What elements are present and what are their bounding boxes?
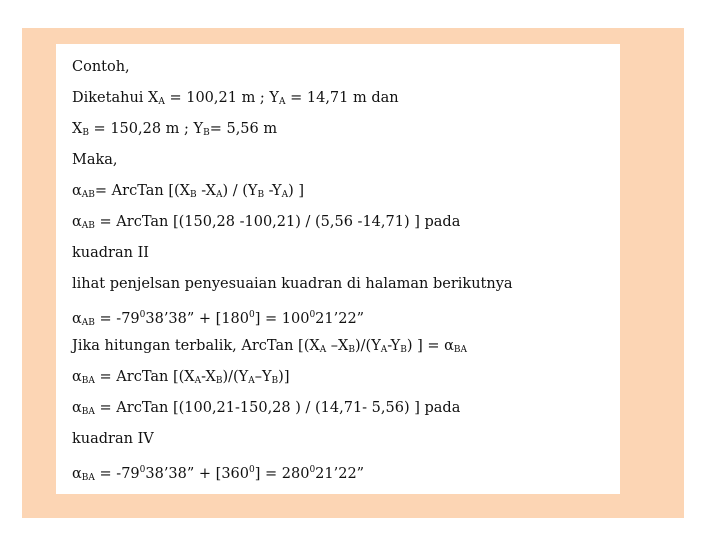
line-quadrant-iv: kuadran IV (72, 431, 154, 447)
line-formula-ba: $\alpha_{BA}$ = ArcTan $[(X_A-X_B)/(Y_A-Y_B)]$ (72, 369, 290, 386)
line-result-ab: $\alpha_{AB}$ = $-79^038’38$” + $[180^0]$ = $100^021’22$” (72, 310, 365, 328)
line-maka: Maka, (72, 152, 118, 168)
text-lines (72, 52, 612, 486)
line-formula-ab: $\alpha_{AB}=$ ArcTan [($X_B$ $-X_A) / (Y_B$ $-Y_A$) ] (72, 183, 304, 200)
line-given-a: Diketahui $X_A = 100,21$ m ; $Y_A = 14,71$ m dan (72, 90, 399, 107)
line-contoh: Contoh, (72, 59, 130, 75)
content-card (56, 44, 620, 494)
line-given-b: $X_B = 150,28$ m ; $Y_B= 5,56$ m (72, 121, 278, 138)
line-result-ba: $\alpha_{BA}$ = $-79^038’38$” + $[360^0]$ = $280^021’22$” (72, 465, 365, 483)
line-quadrant-ii: kuadran II (72, 245, 150, 261)
line-substitution-ab: $\alpha_{AB}$ = ArcTan [(150,28 -100,21) / (5,56 -14,71) ] pada (72, 214, 461, 231)
line-reverse-intro: Jika hitungan terbalik, ArcTan [($X_A$ $-X_B)/(Y_A-Y_B)$ ] = $\alpha_{BA}$ (72, 338, 468, 355)
line-substitution-ba: $\alpha_{BA}$ = ArcTan [(100,21-150,28 ) / (14,71- 5,56) ] pada (72, 400, 461, 417)
line-note: lihat penjelsan penyesuaian kuadran di halaman berikutnya (72, 276, 513, 292)
